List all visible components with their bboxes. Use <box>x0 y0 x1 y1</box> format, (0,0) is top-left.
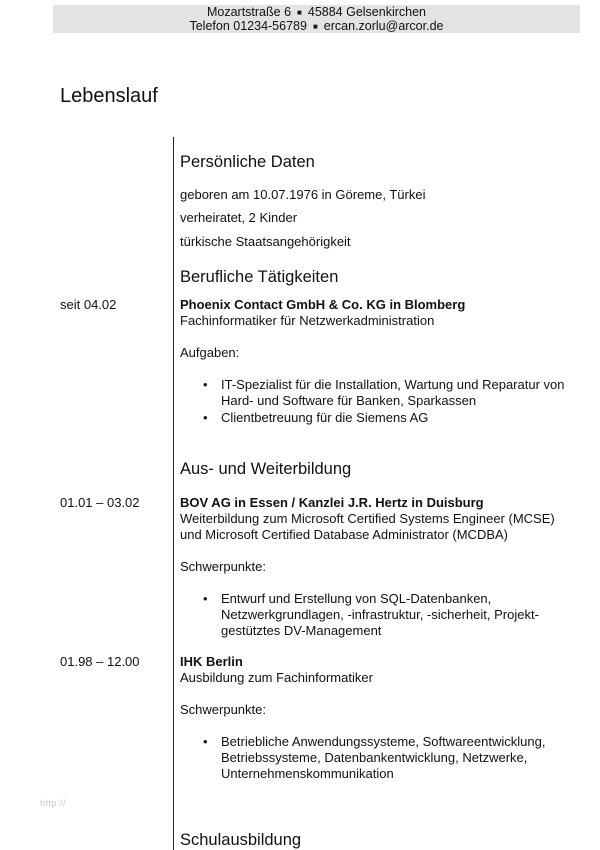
document-title: Lebenslauf <box>60 85 158 107</box>
personal-birth: geboren am 10.07.1976 in Göreme, Türkei <box>180 187 426 202</box>
education-focus-label: Schwerpunkte: <box>180 559 266 574</box>
education-focus-item: Betriebliche Anwendungssysteme, Softwareentwicklung, Betriebssysteme, Datenbankentwicklung, Netzwerke, Unternehmenskommunikation <box>221 734 546 781</box>
header-address-line <box>53 5 580 20</box>
vertical-divider <box>173 137 174 850</box>
work-date: seit 04.02 <box>60 297 117 312</box>
header-city: 45884 Gelsenkirchen <box>307 5 427 19</box>
education-description-line: Ausbildung zum Fachinformatiker <box>180 670 373 685</box>
header-street: Mozartstraße 6 <box>206 5 292 19</box>
education-institution: BOV AG in Essen / Kanzlei J.R. Hertz in Duisburg <box>180 495 484 510</box>
square-bullet-icon: ■ <box>297 7 302 17</box>
section-heading-personal: Persönliche Daten <box>180 153 315 171</box>
work-company: Phoenix Contact GmbH & Co. KG in Blomberg <box>180 297 466 312</box>
education-date: 01.01 – 03.02 <box>60 495 140 510</box>
work-task-item: Clientbetreuung für die Siemens AG <box>221 410 429 425</box>
education-focus-item: Entwurf und Erstellung von SQL-Datenbanken, Netzwerkgrundlagen, -infrastruktur, -sicherheit, Projekt-gestütztes DV-Management <box>221 591 539 638</box>
section-heading-work: Berufliche Tätigkeiten <box>180 268 339 286</box>
header-contact-line <box>53 19 580 34</box>
education-focus-label: Schwerpunkte: <box>180 702 266 717</box>
education-institution: IHK Berlin <box>180 654 243 669</box>
work-tasks-label: Aufgaben: <box>180 345 240 360</box>
work-task-item: IT-Spezialist für die Installation, Wartung und Reparatur von Hard- und Software für Banken, Sparkassen <box>221 377 565 408</box>
round-bullet-icon: • <box>203 734 208 749</box>
education-date: 01.98 – 12.00 <box>60 654 140 669</box>
watermark: http:// <box>40 798 67 808</box>
personal-family: verheiratet, 2 Kinder <box>180 210 298 225</box>
education-description-line: Weiterbildung zum Microsoft Certified Systems Engineer (MCSE) <box>180 511 555 526</box>
personal-nationality: türkische Staatsangehörigkeit <box>180 234 351 249</box>
education-description-line: und Microsoft Certified Database Administrator (MCDBA) <box>180 527 509 542</box>
header-email: ercan.zorlu@arcor.de <box>323 19 444 33</box>
section-heading-school: Schulausbildung <box>180 831 302 849</box>
header-phone: Telefon 01234-56789 <box>189 19 307 33</box>
round-bullet-icon: • <box>203 377 208 392</box>
section-heading-education: Aus- und Weiterbildung <box>180 460 352 478</box>
round-bullet-icon: • <box>203 591 208 606</box>
square-bullet-icon: ■ <box>312 21 318 31</box>
work-role: Fachinformatiker für Netzwerkadministration <box>180 313 435 328</box>
round-bullet-icon: • <box>203 410 208 425</box>
